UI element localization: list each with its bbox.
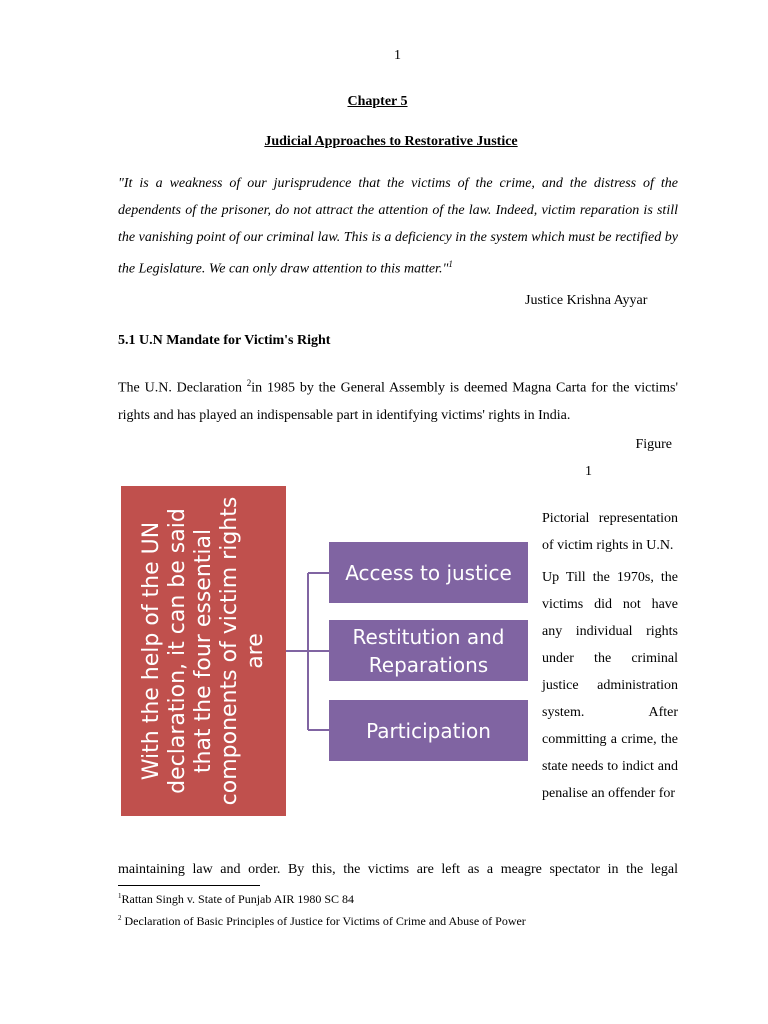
diagram-main-text: With the help of the UN declaration, it can be said that the four essential components of victim rights are [138,496,268,806]
para1-text-b: in 1985 by the General Assembly is deemed Magna Carta for the victims' rights and has played an indispensable part in identifying victims' rights in India. [118,380,678,423]
paragraph-continuation: maintaining law and order. By this, the victims are left as a meagre spectator in the legal [118,862,678,877]
footnote-ref-2[interactable]: 2 [246,378,252,388]
chapter-title: Judicial Approaches to Restorative Justice [264,134,518,149]
paragraph-un-declaration [118,370,678,429]
footnote-2-num: 2 [118,914,122,922]
footnote-1-num: 1 [118,892,122,900]
diagram-item-participation: Participation [329,700,528,761]
para1-text-a: The U.N. Declaration [118,380,247,396]
footnote-2-text: Declaration of Basic Principles of Justice for Victims of Crime and Abuse of Power [121,914,526,928]
diagram-item-access-to-justice: Access to justice [329,542,528,603]
page-number: 1 [394,48,401,63]
footnote-1-text: Rattan Singh v. State of Punjab AIR 1980 SC 84 [121,892,355,906]
epigraph-quote [118,170,678,283]
chapter-heading: Chapter 5 [347,94,408,109]
figure-caption: Pictorial representation of victim rights in U.N. [542,511,678,553]
diagram-main-box [121,486,286,816]
side-column [542,505,678,812]
diagram-item-restitution: Restitution and Reparations [329,620,528,681]
section-heading: 5.1 U.N Mandate for Victim's Right [118,333,331,348]
quote-attribution: Justice Krishna Ayyar [525,293,648,308]
paragraph-side-text: Up Till the 1970s, the victims did not have any individual rights under the criminal justice administration system. After committing a crime, the state needs to indict and penalise an offender for [542,570,678,801]
footnote-divider [118,885,260,886]
footnote-ref-1[interactable]: 1 [448,259,453,269]
quote-text: "It is a weakness of our jurisprudence that the victims of the crime, and the distress of the dependents of the prisoner, do not attract the attention of the law. Indeed, victim reparation is still the vanishing point of our criminal law. This is a deficiency in the system which must be rectified by the Legislature. We can only draw attention to this matter." [118,176,678,277]
footnote-2 [118,914,526,929]
footnote-1 [118,892,354,907]
figure-number: 1 [585,464,592,479]
figure-label: Figure [635,437,672,452]
